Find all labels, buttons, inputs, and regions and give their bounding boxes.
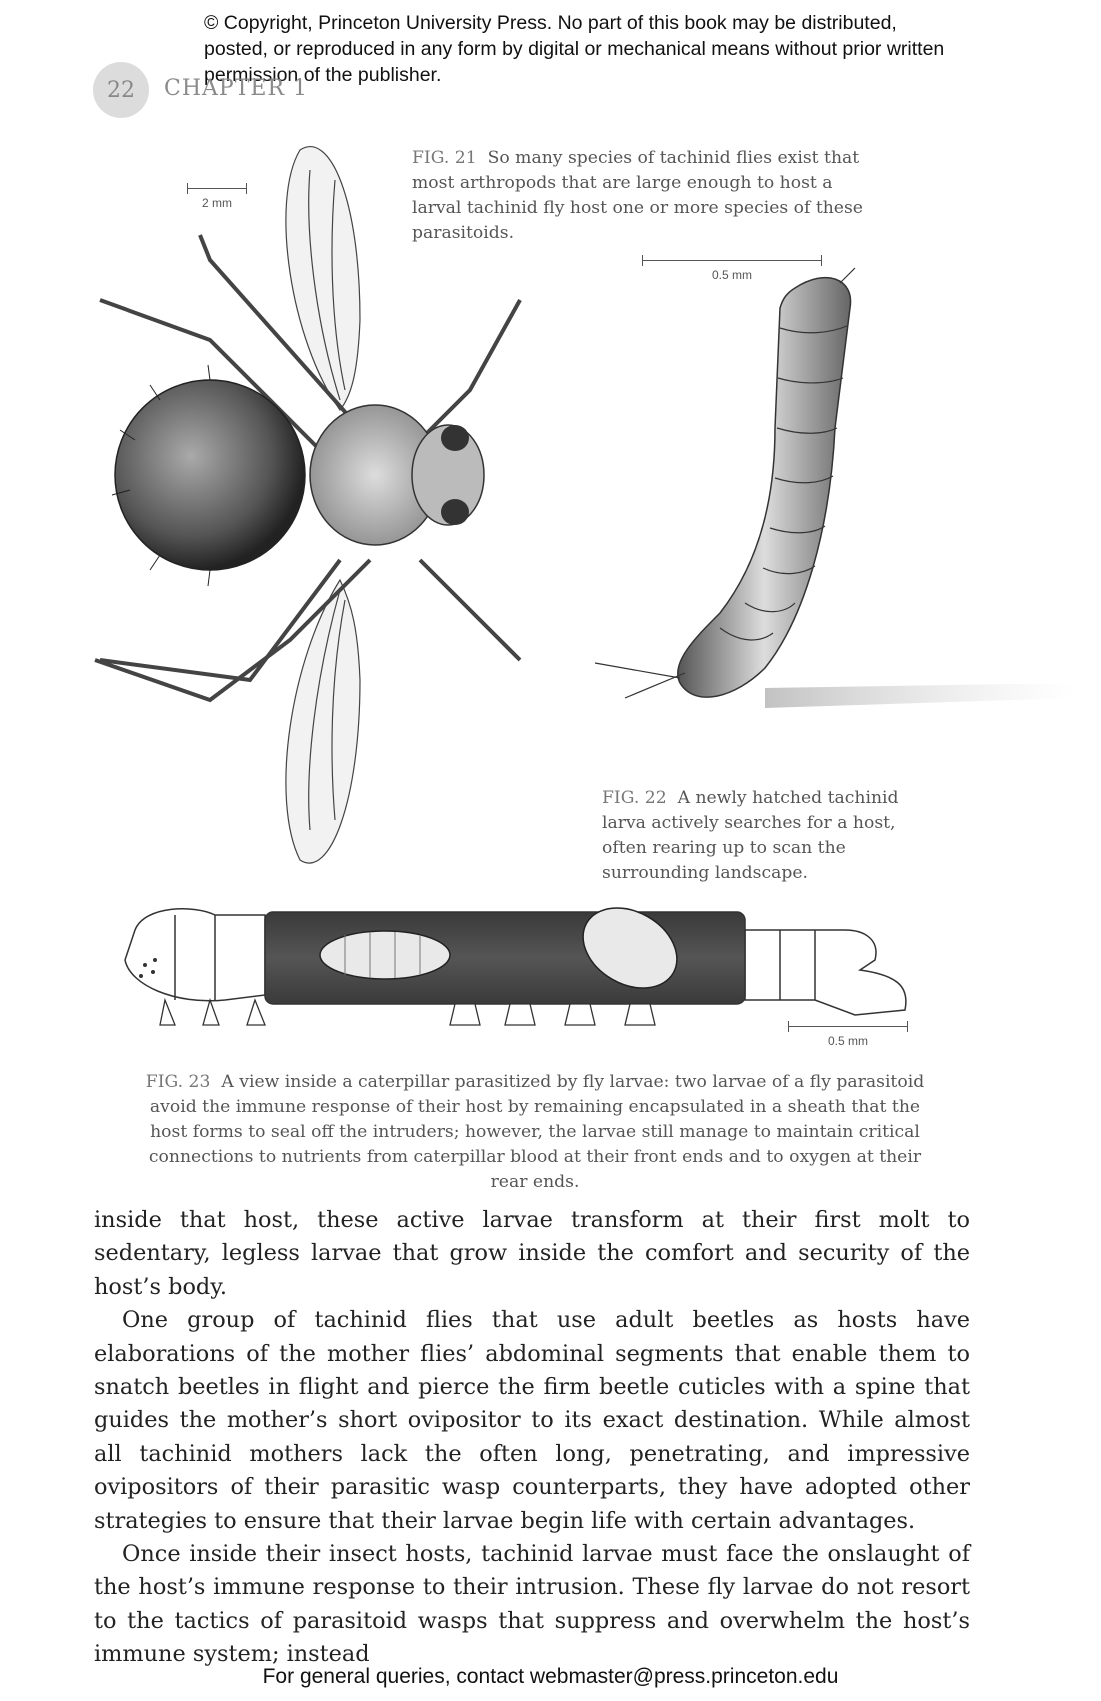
fig23-caption bbox=[140, 1070, 930, 1195]
footer-contact: For general queries, contact webmaster@press.princeton.edu bbox=[262, 1665, 839, 1688]
fig22-label: FIG. 22 bbox=[602, 788, 667, 808]
body-paragraph-3: Once inside their insect hosts, tachinid larvae must face the onslaught of the host’s immune response to their intrusion. These fly larvae do not resort to the tactics of parasitoid wasps that suppress and overwhelm the host’s immune system; instead bbox=[94, 1541, 970, 1668]
fig21-label: FIG. 21 bbox=[412, 148, 477, 168]
larva-illustration bbox=[625, 268, 1075, 758]
caterpillar-illustration bbox=[115, 900, 955, 1040]
fig22-caption bbox=[602, 786, 942, 886]
fig22-scale-label: 0.5 mm bbox=[711, 268, 752, 282]
page-number: 22 bbox=[93, 62, 149, 118]
fig23-caption-text: A view inside a caterpillar parasitized by fly larvae: two larvae of a fly parasitoid avoid the immune response of their host by remaining encapsulated in a sheath that the host forms to seal off the intruders; however, the larvae still manage to maintain critical connections to nutrients from caterpillar blood at their front ends and to oxygen at their rear ends. bbox=[148, 1072, 925, 1192]
fig21-caption bbox=[412, 146, 882, 246]
fig21-scale-label: 2 mm bbox=[202, 196, 232, 210]
body-paragraph-2: One group of tachinid flies that use adult beetles as hosts have elaborations of the mother flies’ abdominal segments that enable them to snatch beetles in flight and pierce the firm beetle cuticles with a spine that guides the mother’s short ovipositor to its exact destination. While almost all tachinid mothers lack the often long, penetrating, and impressive ovipositors of their parasitic wasp counterparts, they have adopted other strategies to ensure that their larvae begin life with certain advantages. bbox=[94, 1307, 970, 1534]
chapter-heading: CHAPTER 1 bbox=[164, 76, 308, 101]
fly-illustration bbox=[90, 140, 580, 870]
fig23-label: FIG. 23 bbox=[145, 1072, 211, 1092]
fig23-scale-label: 0.5 mm bbox=[827, 1034, 868, 1048]
body-paragraph-1: inside that host, these active larvae transform at their first molt to sedentary, legless larvae that grow inside the comfort and security of the host’s body. bbox=[94, 1207, 970, 1300]
fig21-caption-text: So many species of tachinid flies exist that most arthropods that are large enough to host a larval tachinid fly host one or more species of these parasitoids. bbox=[412, 148, 863, 243]
body-text bbox=[94, 1204, 970, 1672]
copyright-notice: © Copyright, Princeton University Press. No part of this book may be distributed, posted, or reproduced in any form by digital or mechanical means without prior written permission of the publisher. bbox=[204, 12, 945, 86]
fig22-caption-text: A newly hatched tachinid larva actively searches for a host, often rearing up to scan the surrounding landscape. bbox=[602, 788, 899, 883]
